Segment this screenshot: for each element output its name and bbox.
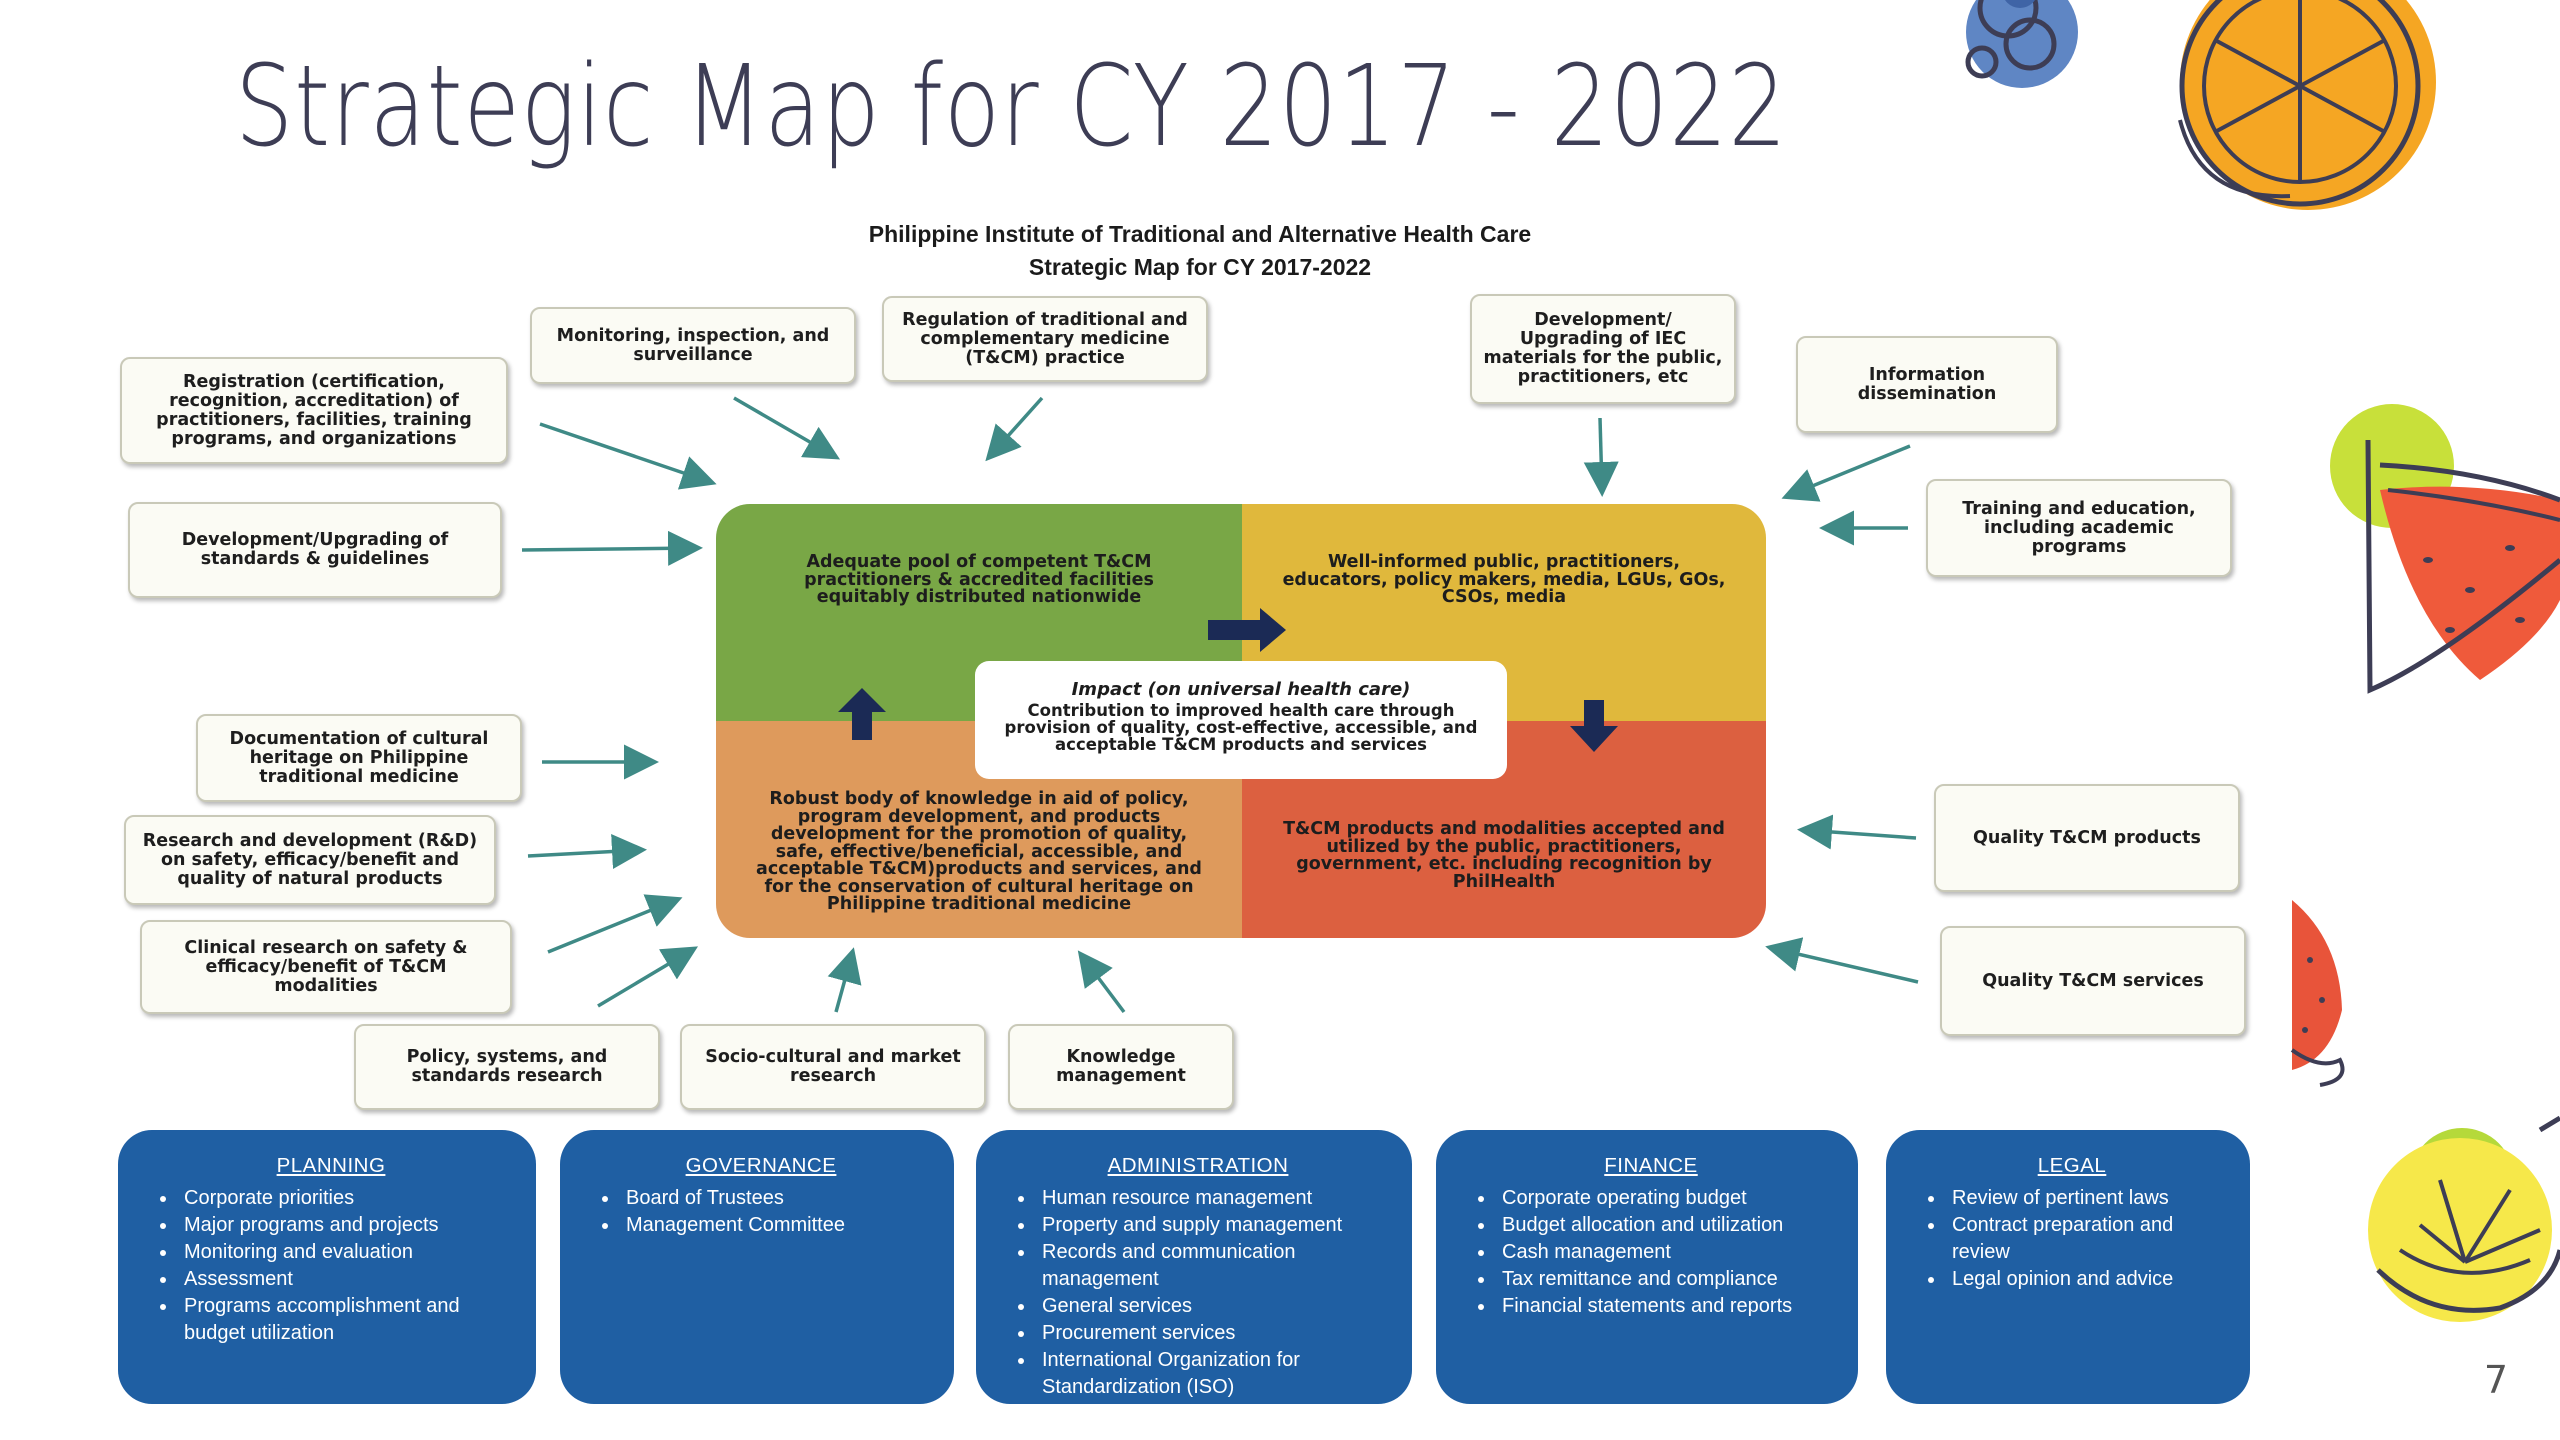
list-item: • Monitoring and evaluation: [178, 1239, 516, 1266]
arrow-info-dissemination: [1788, 446, 1910, 496]
dept-governance: [560, 1130, 954, 1404]
box-registration-label: Registration (certification, recognition, accreditation) of practitioners, facilities, training programs, and organizations: [156, 371, 472, 449]
quadrant-acceptance-text: T&CM products and modalities accepted and utilized by the public, practitioners, government, etc. including recognition by PhilHealth: [1283, 819, 1725, 892]
dept-legal-title: LEGAL: [2037, 1154, 2107, 1177]
list-item: • Financial statements and reports: [1496, 1293, 1838, 1320]
quadrant-body-of-knowledge-text: Robust body of knowledge in aid of policy, program development, and products development for the promotion of quality, safe, effective/beneficial, accessible, and acceptable T&CM)products and services, and for the conservation of cultural heritage on Philippine traditional medicine: [756, 789, 1202, 914]
dept-finance-title: FINANCE: [1604, 1154, 1698, 1177]
list-item: • Major programs and projects: [178, 1212, 516, 1239]
list-item: • General services: [1036, 1293, 1392, 1320]
core-arrow-right: [1208, 608, 1286, 652]
list-item: • Budget allocation and utilization: [1496, 1212, 1838, 1239]
quadrant-informed-public-text: Well-informed public, practitioners, educators, policy makers, media, LGUs, GOs, CSOs, media: [1282, 552, 1726, 607]
dept-governance-list: [588, 1185, 934, 1239]
dept-planning-list: [146, 1185, 516, 1347]
dept-governance-title: GOVERNANCE: [685, 1154, 837, 1177]
box-policy-research-label: Policy, systems, and standards research: [406, 1047, 608, 1086]
box-monitoring-label: Monitoring, inspection, and surveillance: [556, 325, 830, 365]
arrow-regulation: [990, 398, 1042, 456]
dept-finance-list: [1464, 1185, 1838, 1320]
list-item: • Programs accomplishment and budget utilization: [178, 1293, 516, 1347]
arrow-registration: [540, 424, 710, 482]
page-number: 7: [2483, 1358, 2508, 1402]
list-item: • International Organization for Standardization (ISO): [1036, 1347, 1392, 1401]
arrow-iec: [1600, 418, 1602, 490]
core-arrow-up: [838, 688, 886, 740]
header-subtitle: Strategic Map for CY 2017-2022: [1028, 254, 1372, 280]
list-item: • Cash management: [1496, 1239, 1838, 1266]
dept-planning-title: PLANNING: [276, 1154, 386, 1177]
box-quality-products-label: Quality T&CM products: [1973, 827, 2201, 848]
list-item: • Contract preparation and review: [1946, 1212, 2230, 1266]
arrow-quality-products: [1804, 830, 1916, 838]
box-clinical-research-label: Clinical research on safety & efficacy/benefit of T&CM modalities: [184, 937, 468, 996]
list-item: • Records and communication management: [1036, 1239, 1392, 1293]
arrow-quality-services: [1772, 948, 1918, 982]
arrow-monitoring: [734, 398, 834, 456]
slide-title: Strategic Map for CY 2017 - 2022: [235, 42, 1788, 172]
list-item: • Assessment: [178, 1266, 516, 1293]
box-knowledge-management-label: Knowledge management: [1056, 1047, 1186, 1086]
list-item: • Management Committee: [620, 1212, 934, 1239]
arrow-policy-research: [598, 950, 692, 1006]
box-sociocultural-research-label: Socio-cultural and market research: [705, 1047, 961, 1086]
dept-finance: [1436, 1130, 1858, 1404]
arrow-sociocultural-research: [836, 954, 852, 1012]
arrow-knowledge-management: [1082, 956, 1124, 1012]
box-standards-label: Development/Upgrading of standards & guidelines: [181, 530, 449, 569]
dept-administration-title: ADMINISTRATION: [1107, 1154, 1289, 1177]
box-training-label: Training and education, including academic programs: [1962, 498, 2196, 557]
box-regulation-label: Regulation of traditional and complementary medicine (T&CM) practice: [902, 309, 1188, 368]
list-item: • Legal opinion and advice: [1946, 1266, 2230, 1293]
list-item: • Tax remittance and compliance: [1496, 1266, 1838, 1293]
dept-legal: [1886, 1130, 2250, 1404]
box-iec-label: Development/ Upgrading of IEC materials for the public, practitioners, etc: [1483, 310, 1723, 387]
box-research-development-label: Research and development (R&D) on safety, efficacy/benefit and quality of natural products: [142, 830, 478, 889]
dept-planning: [118, 1130, 536, 1404]
list-item: • Review of pertinent laws: [1946, 1185, 2230, 1212]
list-item: • Property and supply management: [1036, 1212, 1392, 1239]
box-documentation-label: Documentation of cultural heritage on Philippine traditional medicine: [229, 728, 489, 787]
quadrant-practitioners-text: Adequate pool of competent T&CM practitioners & accredited facilities equitably distributed nationwide: [804, 552, 1154, 607]
list-item: • Human resource management: [1036, 1185, 1392, 1212]
arrow-research-development: [528, 850, 640, 856]
box-quality-services-label: Quality T&CM services: [1982, 970, 2204, 991]
list-item: • Procurement services: [1036, 1320, 1392, 1347]
dept-administration: [976, 1130, 1412, 1404]
dept-administration-list: [1004, 1185, 1392, 1401]
arrow-standards: [522, 548, 696, 550]
list-item: • Board of Trustees: [620, 1185, 934, 1212]
box-info-dissemination-label: Information dissemination: [1857, 364, 1997, 404]
impact-text: Contribution to improved health care through provision of quality, cost-effective, accessible, and acceptable T&CM products and services: [1004, 701, 1478, 754]
dept-legal-list: [1914, 1185, 2230, 1293]
arrow-clinical-research: [548, 900, 676, 952]
list-item: • Corporate operating budget: [1496, 1185, 1838, 1212]
header-organization: Philippine Institute of Traditional and Alternative Health Care: [868, 221, 1532, 247]
impact-title: Impact (on universal health care): [1071, 679, 1411, 700]
core-arrow-down: [1570, 700, 1618, 752]
list-item: • Corporate priorities: [178, 1185, 516, 1212]
